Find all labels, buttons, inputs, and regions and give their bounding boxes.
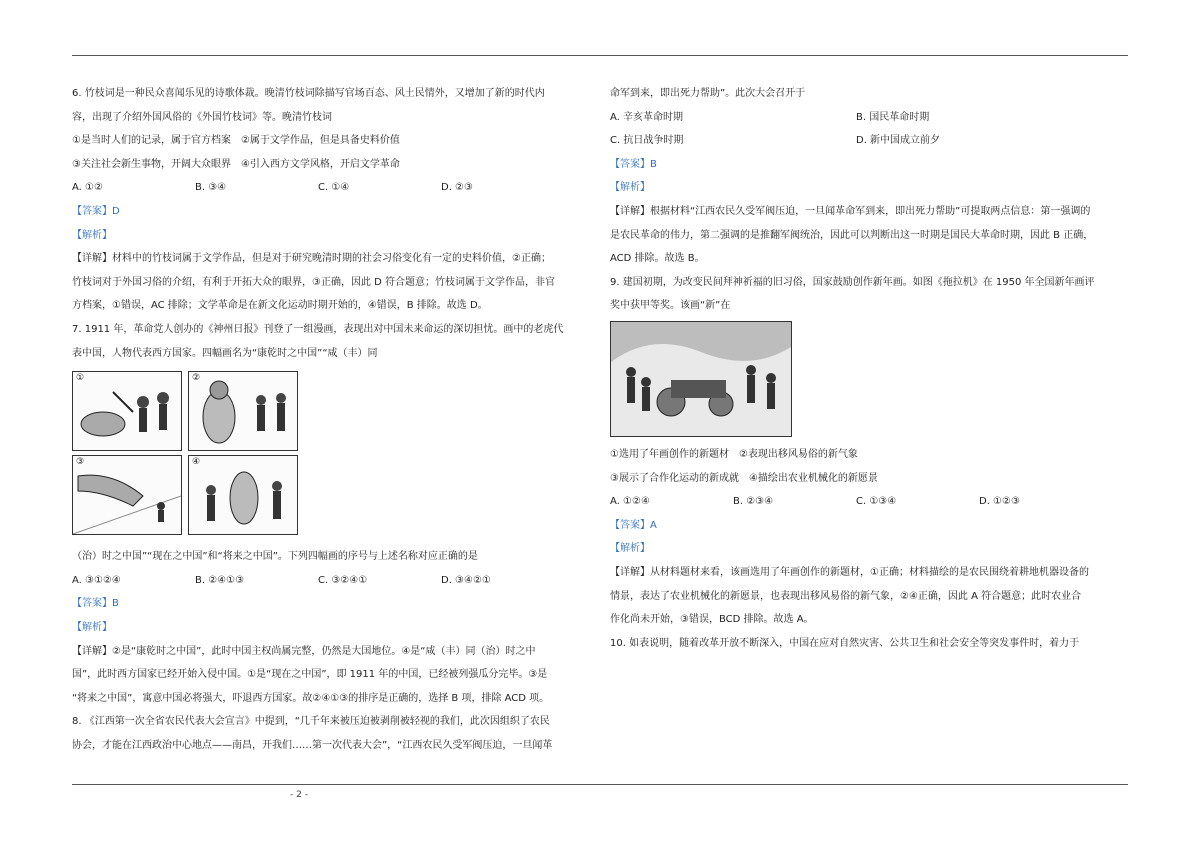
option-d: D. ③④②① bbox=[441, 574, 491, 586]
option-d: D. 新中国成立前夕 bbox=[856, 135, 941, 147]
q9-stem: 奖中获甲等奖。该画“新”在 bbox=[610, 300, 731, 312]
option-b: B. ③④ bbox=[195, 182, 227, 194]
q8-options bbox=[610, 129, 1128, 153]
q8-stem: 命军到来，即出死力帮助”。此次大会召开于 bbox=[610, 88, 806, 99]
q6-stem: 6. 竹枝词是一种民众喜闻乐见的诗歌体裁。晚清竹枝词除描写官场百态、风土民情外，又增加了新的时代内 bbox=[72, 88, 545, 99]
tiger-cartoon-image bbox=[73, 456, 181, 534]
q9-answer: 【答案】A bbox=[610, 519, 657, 531]
q8-analysis-label: 【解析】 bbox=[610, 182, 650, 194]
tractor-painting-image bbox=[610, 321, 792, 437]
q6-detail: 竹枝词对于外国习俗的介绍，有利于开拓大众的眼界，③正确，因此 D 符合题意；竹枝词属于文学作品，非官 bbox=[72, 276, 556, 288]
q6-detail: 方档案，①错误，AC 排除；文学革命是在新文化运动时期开始的，④错误，B 排除。故选 D。 bbox=[72, 300, 488, 312]
q9-item: ①选用了年画创作的新题材 ②表现出移风易俗的新气象 bbox=[610, 448, 858, 460]
cartoon-panel-3: ③ bbox=[72, 455, 182, 535]
q7-detail: 【详解】②是“康乾时之中国”，此时中国主权尚属完整，仍然是大国地位。④是“咸（丰）同（治）时之中 bbox=[72, 645, 536, 657]
q9-detail: 作化尚未开始，③错误，BCD 排除。故选 A。 bbox=[610, 614, 814, 626]
q6-answer: 【答案】D bbox=[72, 205, 120, 217]
q7-analysis-label: 【解析】 bbox=[72, 621, 112, 633]
q7-stem: 表中国，人物代表西方国家。四幅画名为“康乾时之中国”“咸（丰）同 bbox=[72, 347, 378, 359]
q8-stem: 8. 《江西第一次全省农民代表大会宣言》中提到，“几千年来被压迫被剥削被轻视的我们，此次因组织了农民 bbox=[72, 716, 550, 728]
q6-options bbox=[72, 176, 592, 200]
cartoon-grid bbox=[72, 371, 592, 535]
option-d: D. ①②③ bbox=[979, 496, 1020, 508]
q6-analysis-label: 【解析】 bbox=[72, 229, 112, 241]
option-d: D. ②③ bbox=[441, 182, 473, 194]
q10-stem: 10. 如表说明，随着改革开放不断深入，中国在应对自然灾害、公共卫生和社会安全等突发事件时，着力于 bbox=[610, 637, 1080, 649]
right-column bbox=[610, 82, 1128, 655]
q7-options bbox=[72, 569, 592, 593]
q9-item: ③展示了合作化运动的新成就 ④描绘出农业机械化的新愿景 bbox=[610, 472, 878, 484]
option-c: C. ①③④ bbox=[856, 496, 897, 508]
q9-options bbox=[610, 490, 1128, 514]
q7-stem: （治）时之中国”“现在之中国”和“将来之中国”。下列四幅画的序号与上述名称对应正确的是 bbox=[72, 551, 478, 563]
tiger-cartoon-image bbox=[189, 372, 297, 450]
q8-detail: 是农民革命的伟力，第二强调的是推翻军阀统治，因此可以判断出这一时期是国民大革命时期，因此 B 正确， bbox=[610, 229, 1094, 241]
q9-detail: 情景，表达了农业机械化的新愿景，也表现出移风易俗的新气象，②④正确，因此 A 符合题意；此时农业合 bbox=[610, 590, 1082, 602]
left-column bbox=[72, 82, 592, 757]
q9-analysis-label: 【解析】 bbox=[610, 543, 650, 555]
q8-answer: 【答案】B bbox=[610, 158, 657, 170]
option-a: A. ③①②④ bbox=[72, 574, 121, 586]
option-a: A. 辛亥革命时期 bbox=[610, 111, 684, 123]
option-b: B. ②③④ bbox=[733, 496, 774, 508]
cartoon-panel-4: ④ bbox=[188, 455, 298, 535]
q9-detail: 【详解】从材料题材来看，该画选用了年画创作的新题材，①正确；材料描绘的是农民围绕着耕地机器设备的 bbox=[610, 566, 1089, 578]
option-a: A. ①② bbox=[72, 182, 103, 194]
q8-detail: ACD 排除。故选 B。 bbox=[610, 253, 705, 265]
header-rule bbox=[72, 55, 1128, 56]
q8-detail: 【详解】根据材料“江西农民久受军阀压迫，一旦闻革命军到来，即出死力帮助”可提取两点信息：第一强调的 bbox=[610, 205, 1091, 217]
option-c: C. 抗日战争时期 bbox=[610, 135, 684, 147]
option-c: C. ③②④① bbox=[318, 574, 368, 586]
q7-answer: 【答案】B bbox=[72, 598, 119, 610]
option-b: B. ②④①③ bbox=[195, 574, 245, 586]
q7-stem: 7. 1911 年，革命党人创办的《神州日报》刊登了一组漫画，表现出对中国未来命运的深切担忧。画中的老虎代 bbox=[72, 323, 564, 335]
q8-options bbox=[610, 106, 1128, 130]
q8-stem: 协会，才能在江西政治中心地点——南昌，开我们……第一次代表大会”，“江西农民久受军阀压迫，一旦闻革 bbox=[72, 739, 553, 751]
option-a: A. ①②④ bbox=[610, 496, 650, 508]
q7-detail: 国”，此时西方国家已经开始入侵中国。①是“现在之中国”，即 1911 年的中国，已经被列强瓜分完毕。③是 bbox=[72, 669, 548, 681]
q6-stem: 容，出现了介绍外国风俗的《外国竹枝词》等。晚清竹枝词 bbox=[72, 111, 332, 123]
q9-stem: 9. 建国初期，为改变民间拜神祈福的旧习俗，国家鼓励创作新年画。如图《拖拉机》在 1950 年全国新年画评 bbox=[610, 276, 1095, 288]
q6-item: ①是当时人们的记录，属于官方档案 ②属于文学作品，但是具备史料价值 bbox=[72, 135, 400, 147]
cartoon-panel-2: ② bbox=[188, 371, 298, 451]
q7-detail: “将来之中国”，寓意中国必将强大，吓退西方国家。故②④①③的排序是正确的，选择 B 项，排除 ACD 项。 bbox=[72, 692, 550, 704]
page-number: - 2 - bbox=[290, 790, 308, 800]
tiger-cartoon-image bbox=[73, 372, 181, 450]
option-b: B. 国民革命时期 bbox=[856, 111, 930, 123]
q6-item: ③关注社会新生事物，开阔大众眼界 ④引入西方文学风格，开启文学革命 bbox=[72, 158, 400, 170]
tiger-cartoon-image bbox=[189, 456, 297, 534]
q6-detail: 【详解】材料中的竹枝词属于文学作品，但是对于研究晚清时期的社会习俗变化有一定的史料价值，②正确； bbox=[72, 253, 551, 265]
cartoon-panel-1: ① bbox=[72, 371, 182, 451]
footer-rule bbox=[72, 784, 1128, 785]
option-c: C. ①④ bbox=[318, 182, 350, 194]
